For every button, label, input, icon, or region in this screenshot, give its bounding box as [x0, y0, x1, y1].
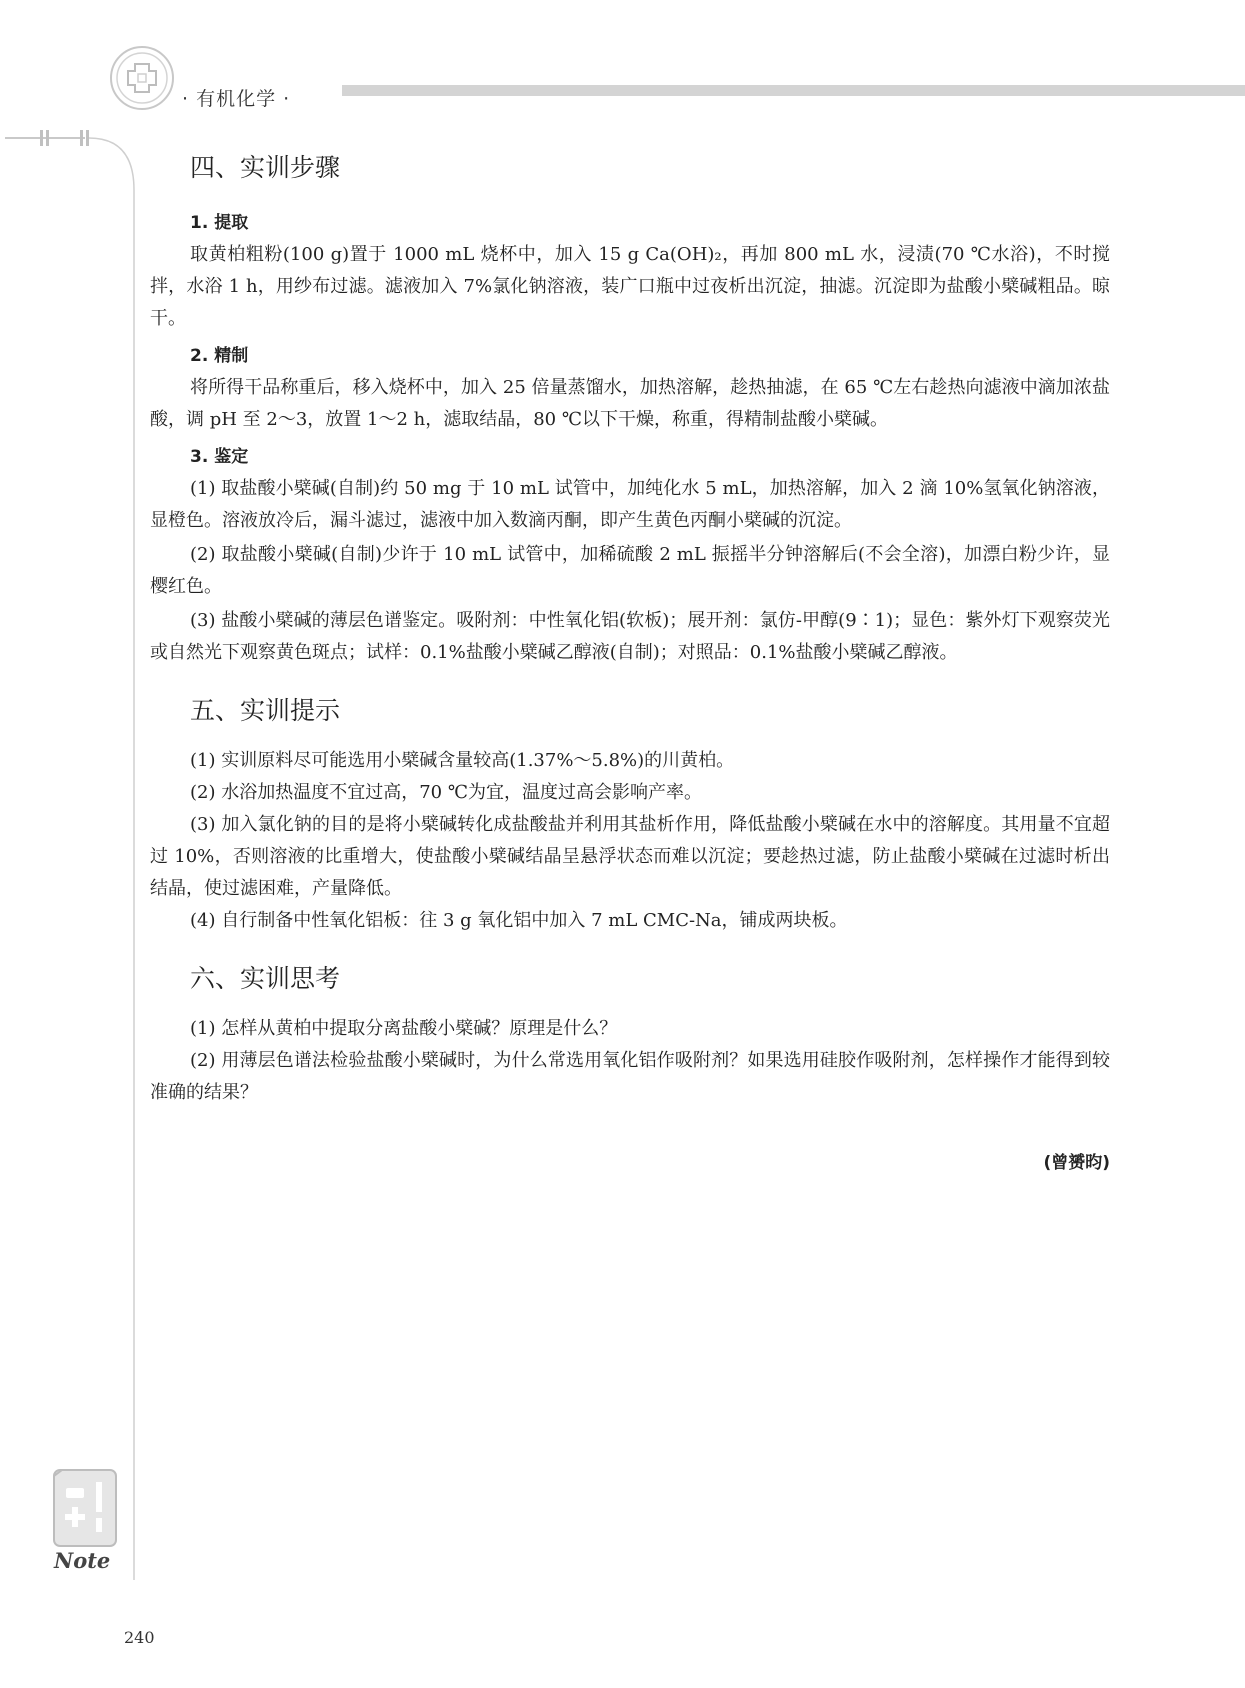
section-title: 五、实训提示	[190, 696, 341, 725]
note-icon	[52, 1468, 118, 1548]
medical-logo-icon	[108, 44, 176, 112]
subsection-title: 2. 精制	[190, 346, 249, 366]
section-steps	[150, 148, 1110, 669]
paragraph: (2) 水浴加热温度不宜过高，70 ℃为宜，温度过高会影响产率。	[190, 782, 702, 803]
section-title: 六、实训思考	[190, 964, 341, 993]
subject-label: · 有机化学 ·	[182, 88, 291, 110]
section-questions	[150, 959, 1110, 1109]
author-credit: (曾赟昀)	[1043, 1153, 1110, 1173]
section-tips	[150, 691, 1110, 937]
paragraph: (1) 取盐酸小檗碱(自制)约 50 mg 于 10 mL 试管中，加纯化水 5 mL，加热溶解，加入 2 滴 10%氢氧化钠溶液，显橙色。溶液放冷后，漏斗滤过，滤液中加入数滴丙酮，即产生黄色丙酮小檗碱的沉淀。	[150, 478, 1110, 531]
paragraph: (4) 自行制备中性氧化铝板：往 3 g 氧化铝中加入 7 mL CMC-Na，铺成两块板。	[190, 910, 848, 931]
page-header	[0, 0, 1245, 130]
paragraph: (2) 取盐酸小檗碱(自制)少许于 10 mL 试管中，加稀硫酸 2 mL 振摇半分钟溶解后(不会全溶)，加漂白粉少许，显樱红色。	[150, 544, 1110, 597]
paragraph: 将所得干品称重后，移入烧杯中，加入 25 倍量蒸馏水，加热溶解，趁热抽滤，在 65 ℃左右趁热向滤液中滴加浓盐酸，调 pH 至 2～3，放置 1～2 h，滤取结晶，80 ℃以下干燥，称重，得精制盐酸小檗碱。	[150, 377, 1110, 430]
subsection-title: 3. 鉴定	[190, 447, 249, 467]
paragraph: (1) 怎样从黄柏中提取分离盐酸小檗碱？原理是什么？	[190, 1018, 618, 1039]
subsection-title: 1. 提取	[190, 213, 249, 233]
header-bar	[342, 85, 1245, 96]
paragraph: (3) 加入氯化钠的目的是将小檗碱转化成盐酸盐并利用其盐析作用，降低盐酸小檗碱在水中的溶解度。其用量不宜超过 10%，否则溶液的比重增大，使盐酸小檗碱结晶呈悬浮状态而难以沉淀；要趁热过滤，防止盐酸小檗碱在过滤时析出结晶，使过滤困难，产量降低。	[150, 814, 1110, 899]
side-decoration	[0, 130, 150, 1580]
section-title: 四、实训步骤	[190, 153, 341, 182]
paragraph: (2) 用薄层色谱法检验盐酸小檗碱时，为什么常选用氧化铝作吸附剂？如果选用硅胶作吸附剂，怎样操作才能得到较准确的结果？	[150, 1050, 1110, 1103]
paragraph: (1) 实训原料尽可能选用小檗碱含量较高(1.37%～5.8%)的川黄柏。	[190, 750, 735, 771]
paragraph: (3) 盐酸小檗碱的薄层色谱鉴定。吸附剂：中性氧化铝(软板)；展开剂：氯仿-甲醇(9∶1)；显色：紫外灯下观察荧光或自然光下观察黄色斑点；试样：0.1%盐酸小檗碱乙醇液(自制)；对照品：0.1%盐酸小檗碱乙醇液。	[150, 610, 1110, 663]
note-label: Note	[54, 1548, 111, 1573]
paragraph: 取黄柏粗粉(100 g)置于 1000 mL 烧杯中，加入 15 g Ca(OH)₂，再加 800 mL 水，浸渍(70 ℃水浴)，不时搅拌，水浴 1 h，用纱布过滤。滤液加入 7%氯化钠溶液，装广口瓶中过夜析出沉淀，抽滤。沉淀即为盐酸小檗碱粗品。晾干。	[150, 244, 1110, 329]
page-number: 240	[124, 1628, 155, 1647]
page-content	[150, 140, 1110, 1109]
